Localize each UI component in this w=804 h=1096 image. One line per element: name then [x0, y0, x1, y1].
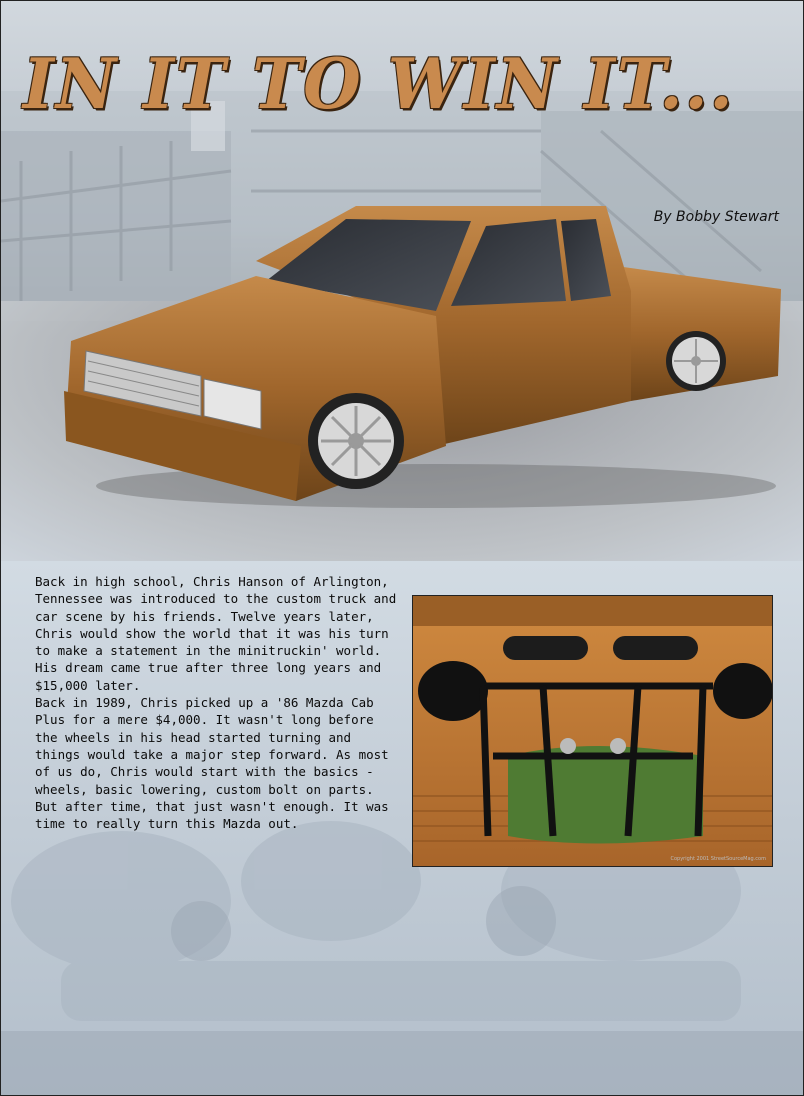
truck-bed-illustration [413, 596, 772, 866]
photo-copyright: Copyright 2001 StreetSourceMag.com [670, 856, 766, 862]
article-title: IN IT TO WIN IT... [23, 43, 735, 125]
truck-bed-photo [412, 595, 773, 867]
article-body [35, 573, 397, 832]
mazda-truck-photo [56, 201, 786, 511]
article-byline: By Bobby Stewart [653, 209, 779, 225]
paragraph-1: Back in high school, Chris Hanson of Arlington, Tennessee was introduced to the custom truck and car scene by his friends. Twelve years later, Chris would show the world that it was his turn to make a statement in the minitruckin' world. His dream came true after three long years and $15,000 later. [35, 574, 397, 693]
paragraph-2: Back in 1989, Chris picked up a '86 Mazda Cab Plus for a mere $4,000. It wasn't long before the wheels in his head started turning and things would take a major step forward. As most of us do, Chris would start with the basics - wheels, basic lowering, custom bolt on parts. But after time, that just wasn't enough. It was time to really turn this Mazda out. [35, 695, 389, 832]
